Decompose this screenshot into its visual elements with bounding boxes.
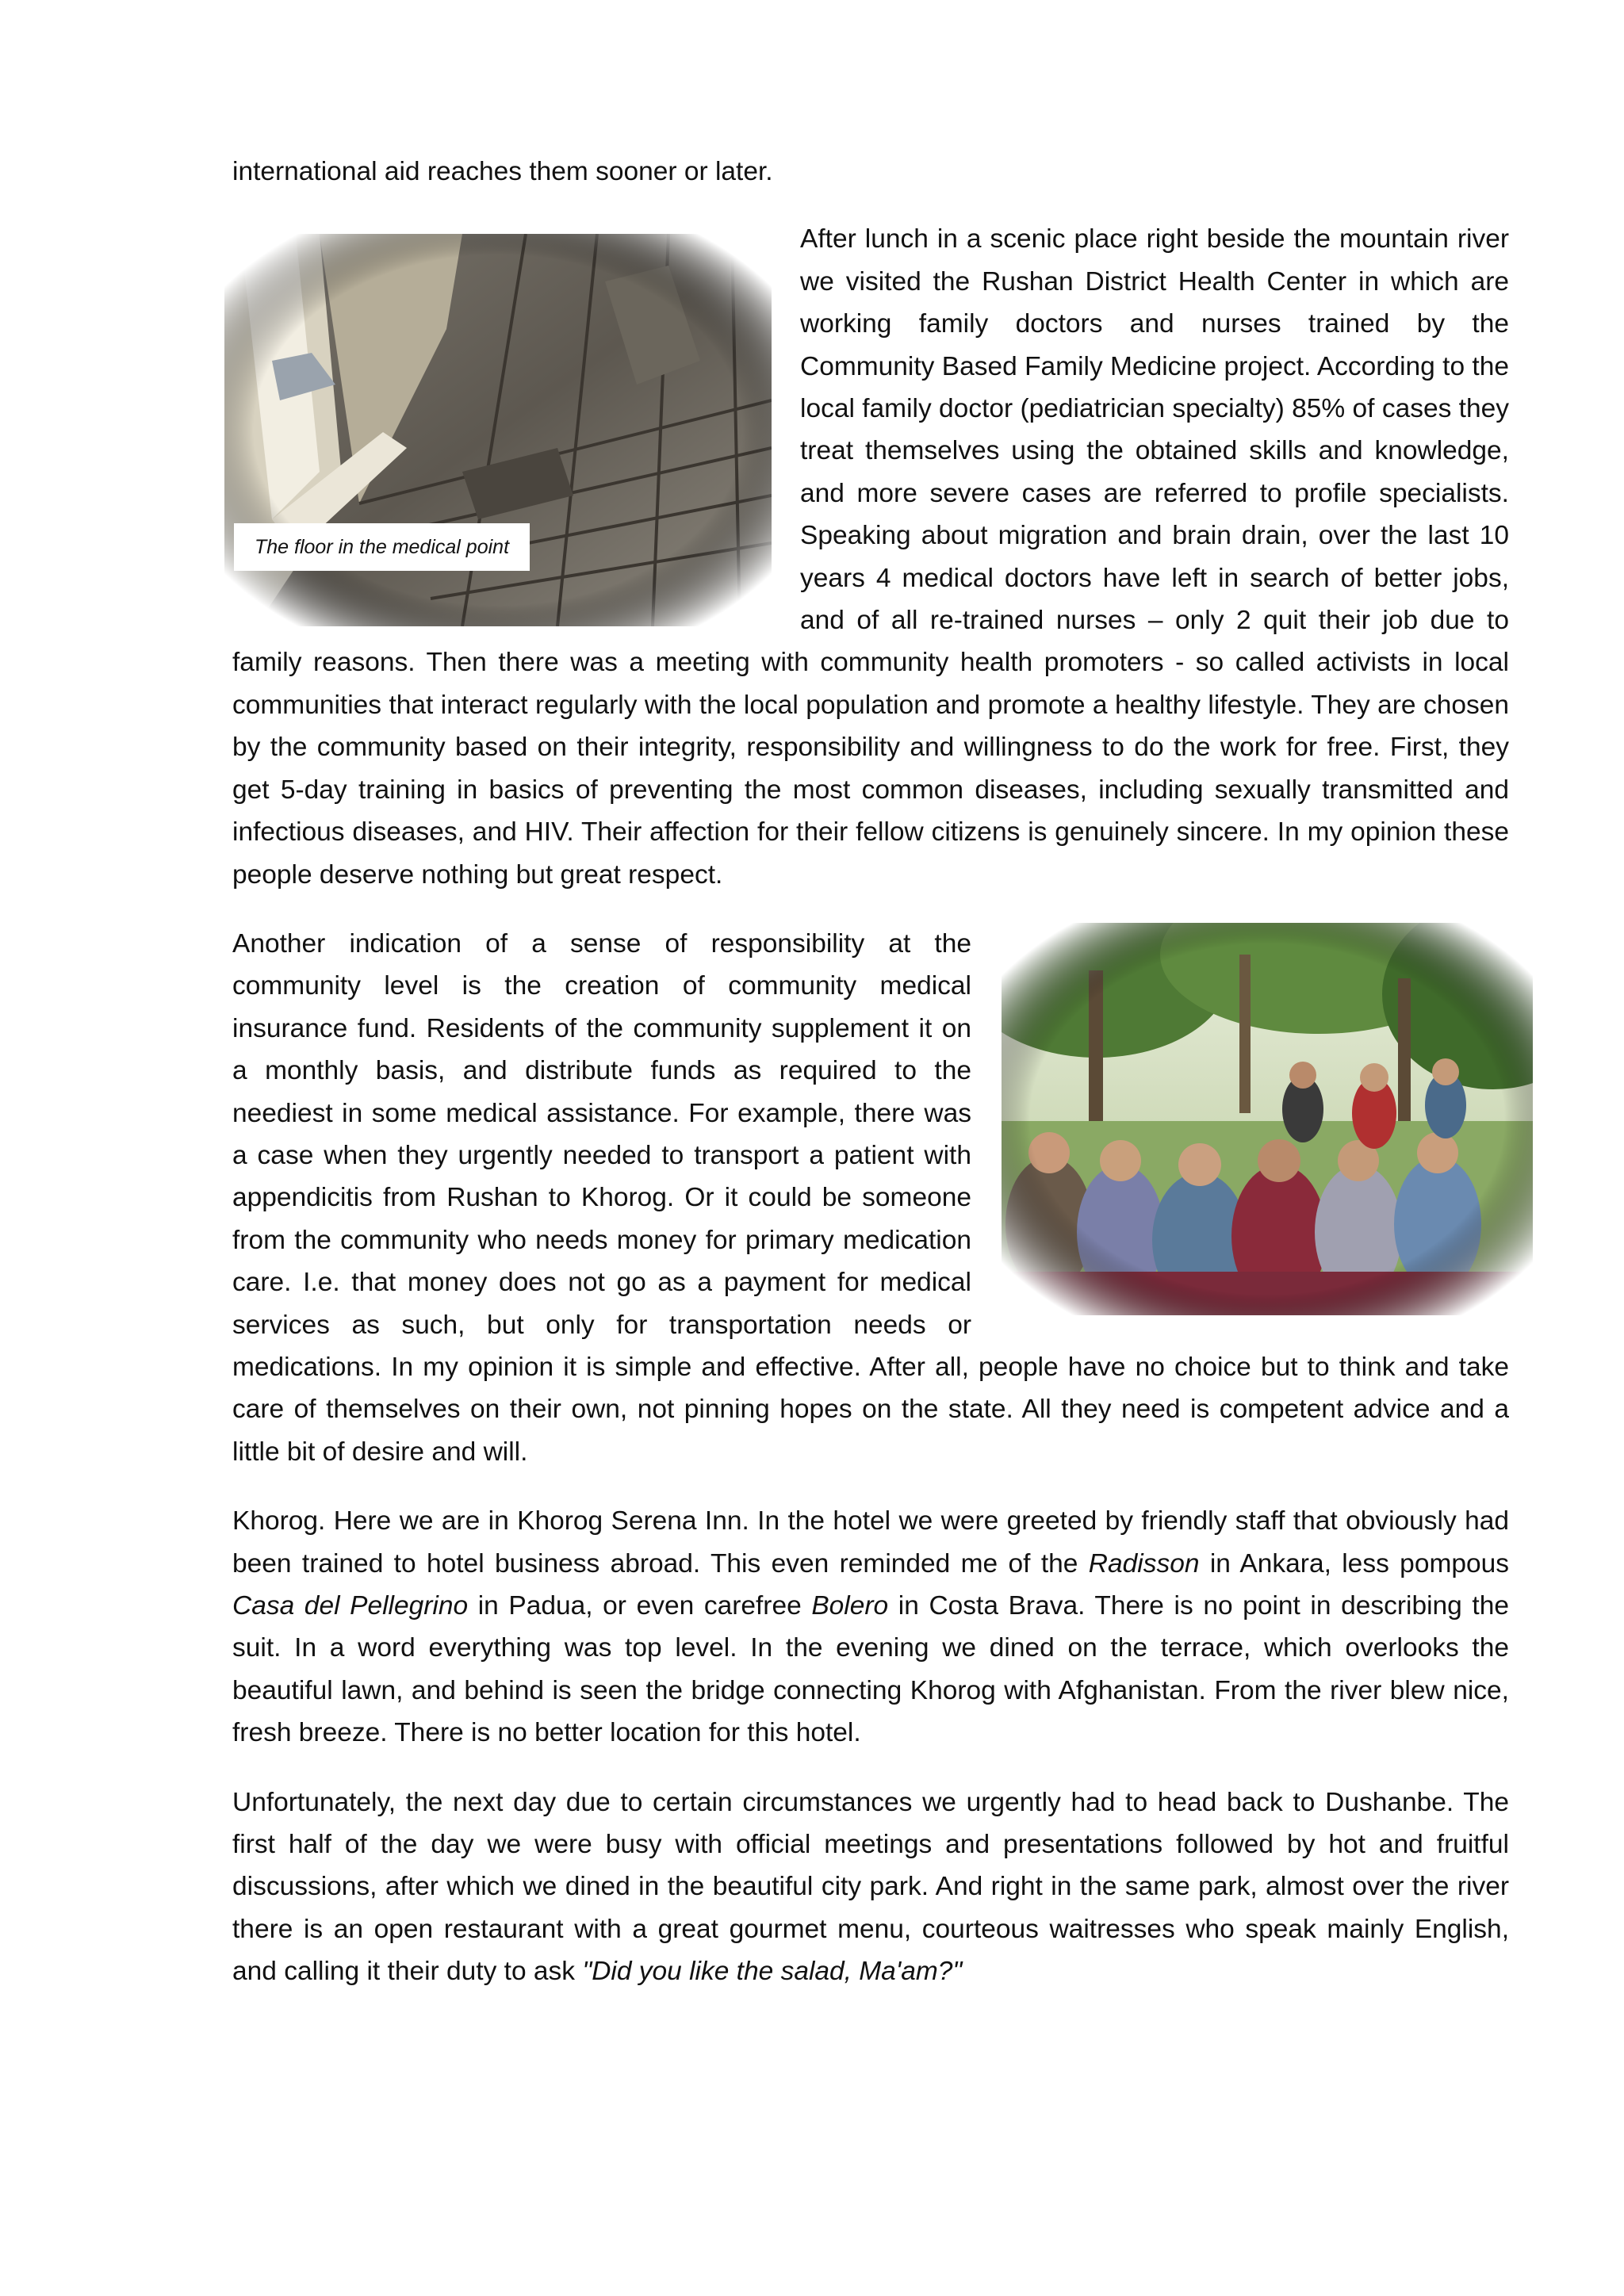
paragraph-1: international aid reaches them sooner or later. bbox=[232, 157, 773, 186]
paragraph-4-text-2: in Ankara, less pompous bbox=[1199, 1548, 1509, 1578]
paragraph-5-text-1: Unfortunately, the next day due to certain circumstances we urgently had to head back to Dushanbe. The first half of the day we were busy with official meetings and presentations followed by hot and fruitful discussions, after which we dined in the beautiful city park. And right in the same park, almost over the river there is an open restaurant with a great gourmet menu, courteous waitresses who speak mainly English, and calling it their duty to ask bbox=[232, 1787, 1509, 1987]
salad-quote: "Did you like the salad, Ma'am?" bbox=[582, 1957, 963, 1987]
floor-photo-caption: The floor in the medical point bbox=[234, 523, 530, 571]
community-photo bbox=[1002, 923, 1533, 1315]
paragraph-4 bbox=[232, 1500, 1509, 1754]
paragraph-2: After lunch in a scenic place right beside the mountain river we visited the Rushan District Health Center in which are working family doctors and nurses trained by the Community Based Family Medicine project. According to the local family doctor (pediatrician specialty) 85% of cases they treat themselves using the obtained skills and knowledge, and more severe cases are referred to profile specialists. Speaking about migration and brain drain, over the last 10 years 4 medical doctors have left in search of better jobs, and of all re-trained nurses – only 2 quit their job due to family reasons. Then there was a meeting with community health promoters - so called activists in local communities that interact regularly with the local population and promote a healthy lifestyle. They are chosen by the community based on their integrity, responsibility and willingness to do the work for free. First, they get 5-day training in basics of preventing the most common diseases, including sexually transmitted and infectious diseases, and HIV. Their affection for their fellow citizens is genuinely sincere. In my opinion these people deserve nothing but great respect. bbox=[232, 224, 1509, 890]
document-page bbox=[232, 151, 1509, 2020]
floor-photo bbox=[224, 234, 772, 626]
paragraph-4-text-4: in Costa Brava. There is no point in describing the suit. In a word everything was top level. In the evening we dined on the terrace, which overlooks the beautiful lawn, and behind is seen the bridge connecting Khorog with Afghanistan. From the river blew nice, fresh breeze. There is no better location for this hotel. bbox=[232, 1591, 1509, 1748]
paragraph-4-text-3: in Padua, or even carefree bbox=[468, 1591, 812, 1621]
hotel-name-casa-del-pellegrino: Casa del Pellegrino bbox=[232, 1591, 469, 1621]
paragraph-3: Another indication of a sense of responsibility at the community level is the creation of community medical insurance fund. Residents of the community supplement it on a monthly basis, and distribute funds as required to the neediest in some medical assistance. For example, there was a case when they urgently needed to transport a patient with appendicitis from Rushan to Khorog. Or it could be someone from the community who needs money for primary medication care. I.e. that money does not go as a payment for medical services as such, but only for transportation needs or medications. In my opinion it is simple and effective. After all, people have no choice but to think and take care of themselves on their own, not pinning hopes on the state. All they need is competent advice and a little bit of desire and will. bbox=[232, 928, 1509, 1467]
paragraph-4-text-1: Khorog. Here we are in Khorog Serena Inn. In the hotel we were greeted by friendly staff that obviously had been trained to hotel business abroad. This even reminded me of the bbox=[232, 1506, 1509, 1578]
hotel-name-radisson: Radisson bbox=[1088, 1548, 1200, 1578]
paragraph-5 bbox=[232, 1781, 1509, 1993]
community-photo-image bbox=[1002, 923, 1533, 1315]
hotel-name-bolero: Bolero bbox=[811, 1591, 889, 1621]
